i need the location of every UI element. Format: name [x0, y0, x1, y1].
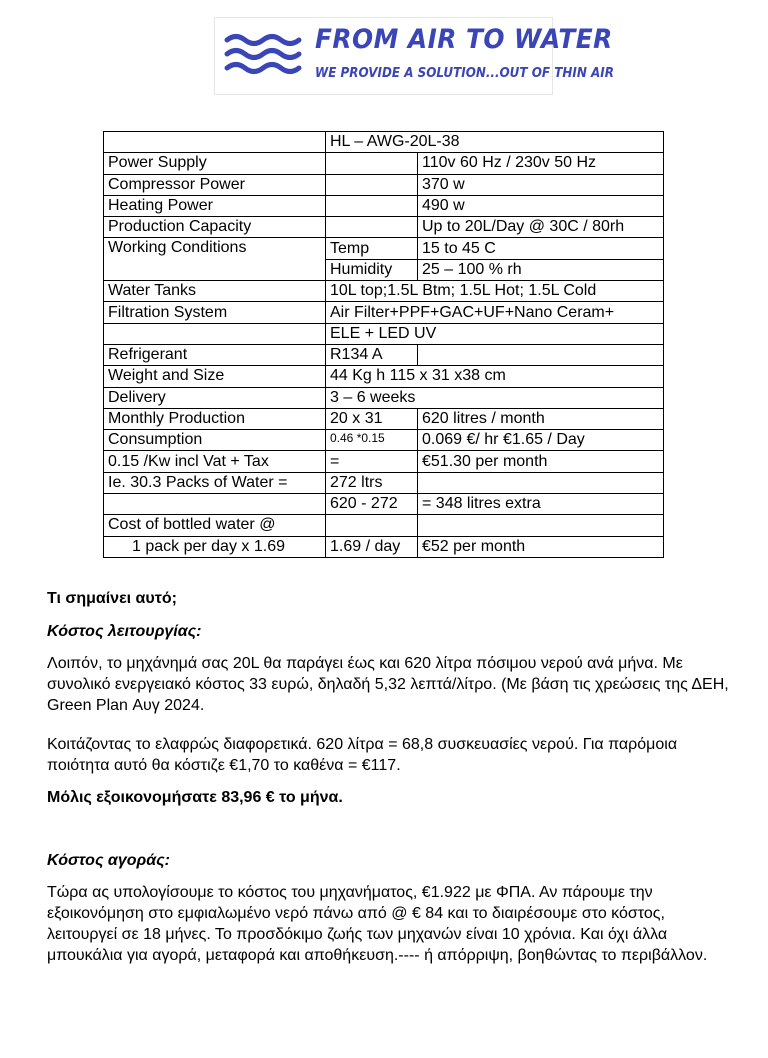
spec-table — [103, 131, 664, 558]
table-cell: 15 to 45 C — [418, 238, 664, 259]
table-cell: 20 x 31 — [326, 408, 418, 429]
table-row — [104, 408, 664, 429]
table-cell: 620 litres / month — [418, 408, 664, 429]
table-cell — [104, 494, 326, 515]
table-cell — [326, 515, 418, 536]
operating-cost-heading: Κόστος λειτουργίας: — [47, 623, 202, 640]
model-name: HL – AWG-20L-38 — [326, 132, 664, 153]
table-row — [104, 451, 664, 472]
table-cell: Temp — [326, 238, 418, 259]
table-cell: Consumption — [104, 430, 326, 451]
table-cell — [104, 132, 326, 153]
table-cell: 370 w — [418, 174, 664, 195]
table-row — [104, 281, 664, 302]
table-cell: Air Filter+PPF+GAC+UF+Nano Ceram+ — [326, 302, 664, 323]
table-cell: 1 pack per day x 1.69 — [104, 536, 326, 557]
question-heading: Τι σημαίνει αυτό; — [47, 590, 177, 607]
table-cell: Working Conditions — [104, 238, 326, 281]
table-row — [104, 494, 664, 515]
table-row — [104, 174, 664, 195]
table-cell: = 348 litres extra — [418, 494, 664, 515]
table-cell: ELE + LED UV — [326, 323, 664, 344]
table-cell: Compressor Power — [104, 174, 326, 195]
table-cell: Water Tanks — [104, 281, 326, 302]
table-cell: 10L top;1.5L Btm; 1.5L Hot; 1.5L Cold — [326, 281, 664, 302]
table-cell: 0.15 /Kw incl Vat + Tax — [104, 451, 326, 472]
table-row — [104, 323, 664, 344]
waves-icon — [223, 30, 303, 86]
table-row — [104, 153, 664, 174]
table-cell: Heating Power — [104, 195, 326, 216]
paragraph: Λοιπόν, το μηχάνημά σας 20L θα παράγει έως και 620 λίτρα πόσιμου νερού ανά μήνα. Με συνολικό ενεργειακό κόστος 33 ευρώ, δηλαδή 5,32 λεπτά/λίτρο. (Με βάση τις χρεώσεις της ΔΕΗ, Green Plan Αυγ 2024. — [47, 655, 729, 714]
table-cell: Up to 20L/Day @ 30C / 80rh — [418, 217, 664, 238]
table-row — [104, 387, 664, 408]
logo-title: FROM AIR TO WATER — [315, 24, 613, 55]
table-cell: €52 per month — [418, 536, 664, 557]
table-cell: 1.69 / day — [326, 536, 418, 557]
table-row — [104, 366, 664, 387]
table-cell — [418, 472, 664, 493]
table-cell — [104, 323, 326, 344]
table-cell: Humidity — [326, 259, 418, 280]
logo — [214, 17, 614, 95]
table-row — [104, 217, 664, 238]
table-cell: 25 – 100 % rh — [418, 259, 664, 280]
table-cell: 490 w — [418, 195, 664, 216]
table-cell — [326, 217, 418, 238]
table-cell: 272 ltrs — [326, 472, 418, 493]
table-cell: Delivery — [104, 387, 326, 408]
table-cell: Refrigerant — [104, 344, 326, 365]
table-cell: = — [326, 451, 418, 472]
table-cell: Ie. 30.3 Packs of Water = — [104, 472, 326, 493]
logo-tagline: WE PROVIDE A SOLUTION...OUT OF THIN AIR — [315, 66, 614, 81]
table-cell: 110v 60 Hz / 230v 50 Hz — [418, 153, 664, 174]
table-cell: 0.069 €/ hr €1.65 / Day — [418, 430, 664, 451]
table-cell — [418, 344, 664, 365]
table-cell: 44 Kg h 115 x 31 x38 cm — [326, 366, 664, 387]
table-row — [104, 195, 664, 216]
table-cell: Weight and Size — [104, 366, 326, 387]
table-cell: 0.46 *0.15 — [326, 430, 418, 451]
table-cell — [326, 174, 418, 195]
table-cell: €51.30 per month — [418, 451, 664, 472]
table-cell: Power Supply — [104, 153, 326, 174]
table-cell — [418, 515, 664, 536]
table-row — [104, 238, 664, 259]
table-row — [104, 472, 664, 493]
table-row — [104, 132, 664, 153]
table-row — [104, 536, 664, 557]
table-cell: Monthly Production — [104, 408, 326, 429]
table-row — [104, 344, 664, 365]
table-cell: Production Capacity — [104, 217, 326, 238]
table-cell — [326, 153, 418, 174]
table-cell — [326, 195, 418, 216]
table-row — [104, 430, 664, 451]
table-cell: 3 – 6 weeks — [326, 387, 664, 408]
paragraph: Τώρα ας υπολογίσουμε το κόστος του μηχανήματος, €1.922 με ΦΠΑ. Αν πάρουμε την εξοικονόμηση στο εμφιαλωμένο νερό πάνω από @ € 84 και το διαιρέσουμε στο κόστος, λειτουργεί σε 18 μήνες. Το προσδόκιμο ζωής των μηχανών είναι 10 χρόνια. Και όχι άλλα μπουκάλια για αγορά, μεταφορά και αποθήκευση.---- ή απόρριψη, βοηθώντας το περιβάλλον. — [47, 884, 708, 964]
purchase-cost-heading: Κόστος αγοράς: — [47, 852, 170, 869]
paragraph: Κοιτάζοντας το ελαφρώς διαφορετικά. 620 λίτρα = 68,8 συσκευασίες νερού. Για παρόμοια ποιότητα αυτό θα κόστιζε €1,70 το καθένα = €117. — [47, 736, 678, 774]
table-row — [104, 302, 664, 323]
savings-statement: Μόλις εξοικονομήσατε 83,96 € το μήνα. — [47, 789, 343, 806]
table-cell: Filtration System — [104, 302, 326, 323]
table-cell: 620 - 272 — [326, 494, 418, 515]
table-cell: R134 A — [326, 344, 418, 365]
table-row — [104, 515, 664, 536]
table-cell: Cost of bottled water @ — [104, 515, 326, 536]
